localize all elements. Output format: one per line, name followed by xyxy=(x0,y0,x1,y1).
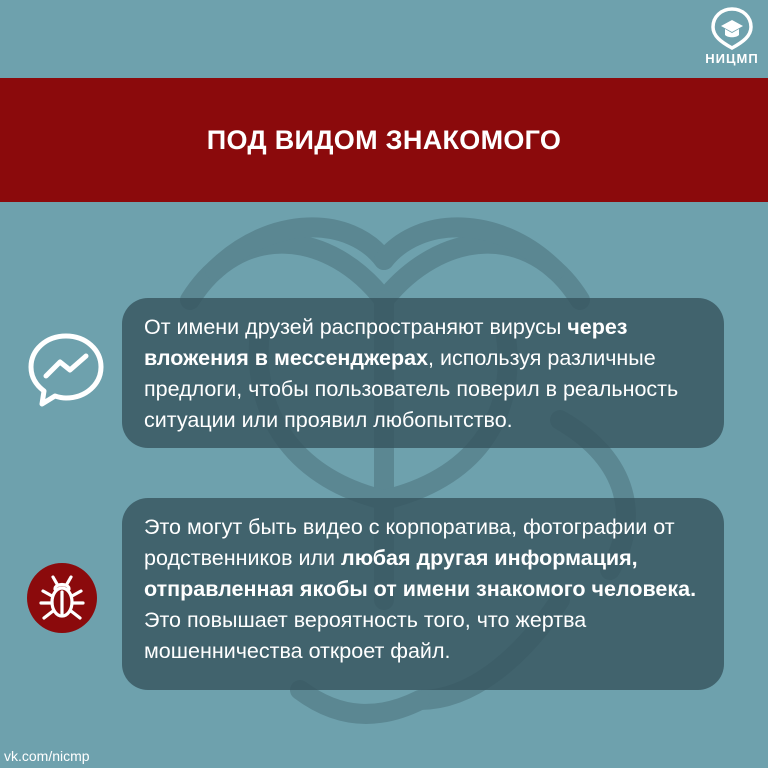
page-title: ПОД ВИДОМ ЗНАКОМОГО xyxy=(206,124,562,155)
footer-link[interactable]: vk.com/nicmp xyxy=(4,748,90,764)
card-text-bold: через вложения в мессенджерах xyxy=(144,315,628,370)
info-card-bug xyxy=(122,498,724,690)
messenger-icon xyxy=(26,330,106,410)
logo-text: НИЦМП xyxy=(705,51,759,66)
card-text-bold: любая другая информация, отправленная якобы от имени знакомого человека. xyxy=(144,546,697,601)
card-text-segment: , используя различные предлоги, чтобы пользователь поверил в реальность ситуации или проявил любопытство. xyxy=(144,346,679,432)
bug-icon xyxy=(26,562,98,634)
info-card-messenger xyxy=(122,298,724,448)
card-text xyxy=(144,315,678,432)
card-text-segment: Это могут быть видео с корпоратива, фотографии от родственников или xyxy=(144,515,675,570)
graduation-cap-icon xyxy=(709,6,755,50)
title-banner xyxy=(0,78,768,202)
logo xyxy=(700,6,764,70)
card-text-segment: Это повышает вероятность того, что жертва мошенничества откроет файл. xyxy=(144,608,587,663)
card-text xyxy=(144,515,696,663)
card-text-segment: От имени друзей распространяют вирусы xyxy=(144,315,568,339)
